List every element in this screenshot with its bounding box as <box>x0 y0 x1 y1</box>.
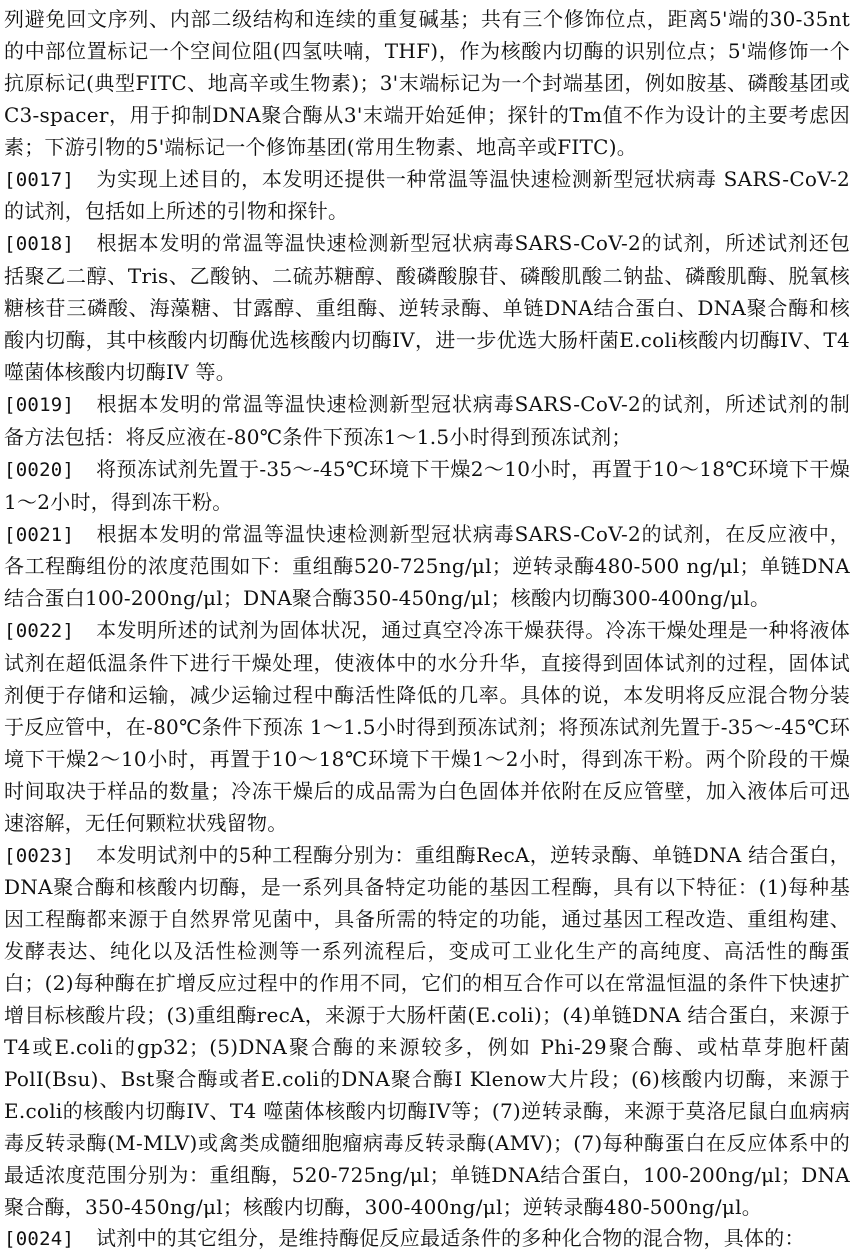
paragraph-0024 <box>4 1223 850 1256</box>
paragraph-number: [0022] <box>4 620 75 643</box>
paragraph-number: [0023] <box>4 844 75 867</box>
paragraph-0019 <box>4 389 850 454</box>
paragraph-0020 <box>4 454 850 519</box>
paragraph-text: 列避免回文序列、内部二级结构和连续的重复碱基；共有三个修饰位点，距离5'端的30-35nt的中部位置标记一个空间位阻(四氢呋喃，THF)，作为核酸内切酶的识别位点；5'端修饰一个抗原标记(典型FITC、地高辛或生物素)；3'末端标记为一个封端基团，例如胺基、磷酸基团或C3-spacer，用于抑制DNA聚合酶从3'末端开始延伸；探针的Tm值不作为设计的主要考虑因素；下游引物的5'端标记一个修饰基团(常用生物素、地高辛或FITC)。 <box>4 7 850 159</box>
paragraph-text: 根据本发明的常温等温快速检测新型冠状病毒SARS-CoV-2的试剂，所述试剂的制备方法包括：将反应液在-80℃条件下预冻1～1.5小时得到预冻试剂； <box>4 391 850 449</box>
paragraph-number: [0020] <box>4 458 75 481</box>
paragraph-text: 为实现上述目的，本发明还提供一种常温等温快速检测新型冠状病毒 SARS-CoV-2的试剂，包括如上所述的引物和探针。 <box>4 166 850 224</box>
paragraph-0021 <box>4 519 850 616</box>
paragraph-text: 根据本发明的常温等温快速检测新型冠状病毒SARS-CoV-2的试剂，在反应液中，各工程酶组份的浓度范围如下：重组酶520-725ng/μl；逆转录酶480-500 ng/μl；单链DNA结合蛋白100-200ng/μl；DNA聚合酶350-450ng/μl；核酸内切酶300-400ng/μl。 <box>4 521 850 611</box>
paragraph-text: 根据本发明的常温等温快速检测新型冠状病毒SARS-CoV-2的试剂，所述试剂还包括聚乙二醇、Tris、乙酸钠、二硫苏糖醇、酸磷酸腺苷、磷酸肌酸二钠盐、磷酸肌酶、脱氧核糖核苷三磷酸、海藻糖、甘露醇、重组酶、逆转录酶、单链DNA结合蛋白、DNA聚合酶和核酸内切酶，其中核酸内切酶优选核酸内切酶IV，进一步优选大肠杆菌E.coli核酸内切酶IV、T4噬菌体核酸内切酶IV 等。 <box>4 231 850 384</box>
paragraph-number: [0017] <box>4 168 75 191</box>
paragraph-0017 <box>4 164 850 229</box>
paragraph-text: 本发明所述的试剂为固体状况，通过真空冷冻干燥获得。冷冻干燥处理是一种将液体试剂在超低温条件下进行干燥处理，使液体中的水分升华，直接得到固体试剂的过程，固体试剂便于存储和运输，减少运输过程中酶活性降低的几率。具体的说，本发明将反应混合物分装于反应管中，在-80℃条件下预冻 1～1.5小时得到预冻试剂；将预冻试剂先置于-35～-45℃环境下干燥2～10小时，再置于10～18℃环境下干燥1～2小时，得到冻干粉。两个阶段的干燥时间取决于样品的数量；冷冻干燥后的成品需为白色固体并依附在反应管壁，加入液体后可迅速溶解，无任何颗粒状残留物。 <box>4 618 850 835</box>
paragraph-text: 试剂中的其它组分，是维持酶促反应最适条件的多种化合物的混合物，具体的： <box>96 1226 805 1251</box>
paragraph-0018 <box>4 228 850 389</box>
paragraph-0022 <box>4 615 850 839</box>
paragraph-continued <box>4 4 850 164</box>
paragraph-text: 本发明试剂中的5种工程酶分别为：重组酶RecA，逆转录酶、单链DNA 结合蛋白，DNA聚合酶和核酸内切酶，是一系列具备特定功能的基因工程酶，具有以下特征：(1)每种基因工程酶都来源于自然界常见菌中，具备所需的特定的功能，通过基因工程改造、重组构建、发酵表达、纯化以及活性检测等一系列流程后，变成可工业化生产的高纯度、高活性的酶蛋白；(2)每种酶在扩增反应过程中的作用不同，它们的相互合作可以在常温恒温的条件下快速扩增目标核酸片段；(3)重组酶recA，来源于大肠杆菌(E.coli)；(4)单链DNA 结合蛋白，来源于T4或E.coli的gp32；(5)DNA聚合酶的来源较多，例如 Phi-29聚合酶、或枯草芽胞杆菌PolI(Bsu)、Bst聚合酶或者E.coli的DNA聚合酶I Klenow大片段；(6)核酸内切酶，来源于E.coli的核酸内切酶IV、T4 噬菌体核酸内切酶IV等；(7)逆转录酶，来源于莫洛尼鼠白血病病毒反转录酶(M-MLV)或禽类成髓细胞瘤病毒反转录酶(AMV)；(7)每种酶蛋白在反应体系中的最适浓度范围分别为：重组酶，520-725ng/μl；单链DNA结合蛋白，100-200ng/μl；DNA聚合酶，350-450ng/μl；核酸内切酶，300-400ng/μl；逆转录酶480-500ng/μl。 <box>4 842 850 1219</box>
paragraph-0023 <box>4 840 850 1224</box>
paragraph-number: [0018] <box>4 233 75 256</box>
paragraph-number: [0019] <box>4 393 75 416</box>
paragraph-text: 将预冻试剂先置于-35～-45℃环境下干燥2～10小时，再置于10～18℃环境下干燥1～2小时，得到冻干粉。 <box>4 456 850 514</box>
paragraph-number: [0021] <box>4 523 75 546</box>
document-body <box>4 4 850 1256</box>
paragraph-number: [0024] <box>4 1228 75 1251</box>
